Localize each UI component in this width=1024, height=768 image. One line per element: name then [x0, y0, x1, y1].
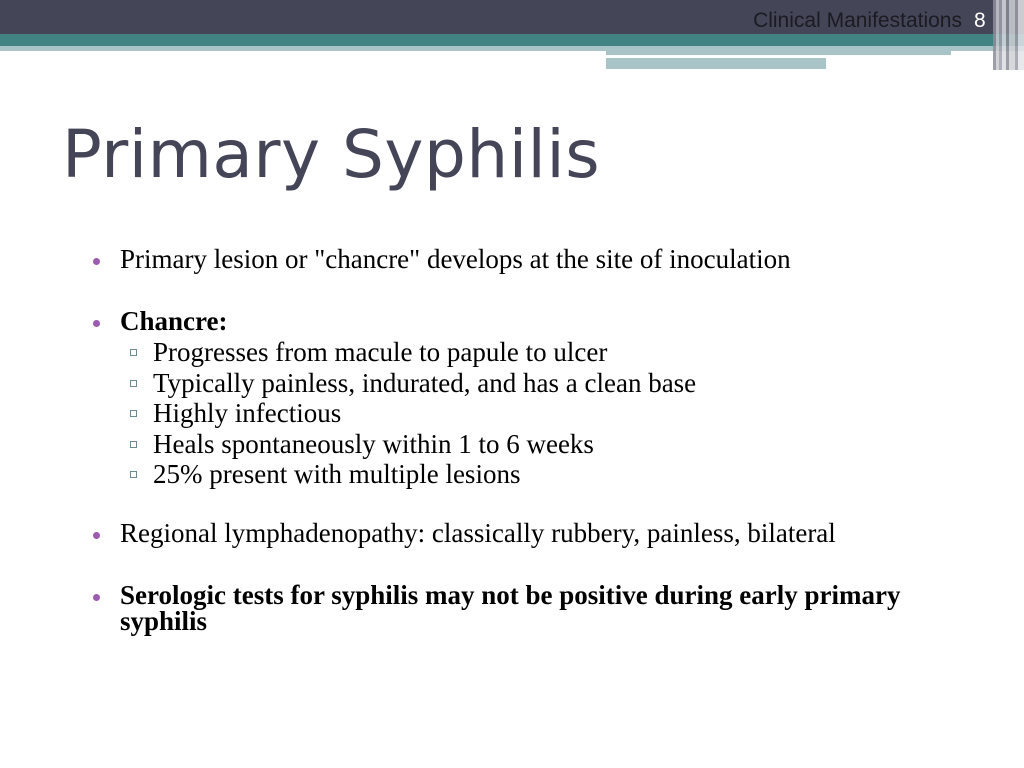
header-stripe-lower — [606, 58, 826, 69]
bullet-item — [88, 308, 948, 334]
sub-bullet-text: Progresses from macule to papule to ulcer — [153, 337, 608, 367]
hollow-square-icon — [130, 441, 137, 448]
sub-bullet-text: Heals spontaneously within 1 to 6 weeks — [153, 428, 594, 459]
bullet-item — [88, 517, 948, 548]
sub-bullet-text: Typically painless, indurated, and has a clean base — [153, 367, 697, 398]
hollow-square-icon — [130, 471, 137, 478]
bullet-text: Regional lymphadenopathy: classically rubbery, painless, bilateral — [120, 517, 836, 548]
sub-bullet-item — [88, 459, 948, 490]
sub-bullet-item — [88, 398, 948, 429]
sub-bullet-text: 25% present with multiple lesions — [153, 459, 521, 489]
sub-bullet-item — [88, 368, 948, 399]
header-vertical-bars — [993, 0, 1024, 70]
purple-dot-icon — [93, 532, 100, 539]
hollow-square-icon — [130, 349, 137, 356]
sub-bullet-item — [88, 337, 948, 368]
sub-bullet-text: Highly infectious — [153, 398, 342, 428]
hollow-square-icon — [130, 410, 137, 417]
purple-dot-icon — [93, 258, 100, 265]
header-teal-band — [0, 34, 1024, 46]
slide-number: 8 — [974, 9, 986, 32]
purple-dot-icon — [93, 320, 100, 327]
bullet-item — [88, 579, 948, 636]
header-stripe-lower-blank — [826, 58, 1006, 69]
bullet-item — [88, 246, 948, 272]
bullet-text: Serologic tests for syphilis may not be positive during early primary syphilis — [120, 579, 901, 636]
hollow-square-icon — [130, 380, 137, 387]
sub-bullet-item — [88, 429, 948, 460]
slide-body — [88, 246, 948, 634]
slide-title: Primary Syphilis — [62, 116, 601, 193]
purple-dot-icon — [93, 594, 100, 601]
bullet-text: Chancre: — [120, 306, 228, 336]
sub-bullet-list — [88, 337, 948, 490]
bullet-text: Primary lesion or "chancre" develops at the site of inoculation — [120, 244, 791, 274]
section-label: Clinical Manifestations — [753, 9, 962, 32]
